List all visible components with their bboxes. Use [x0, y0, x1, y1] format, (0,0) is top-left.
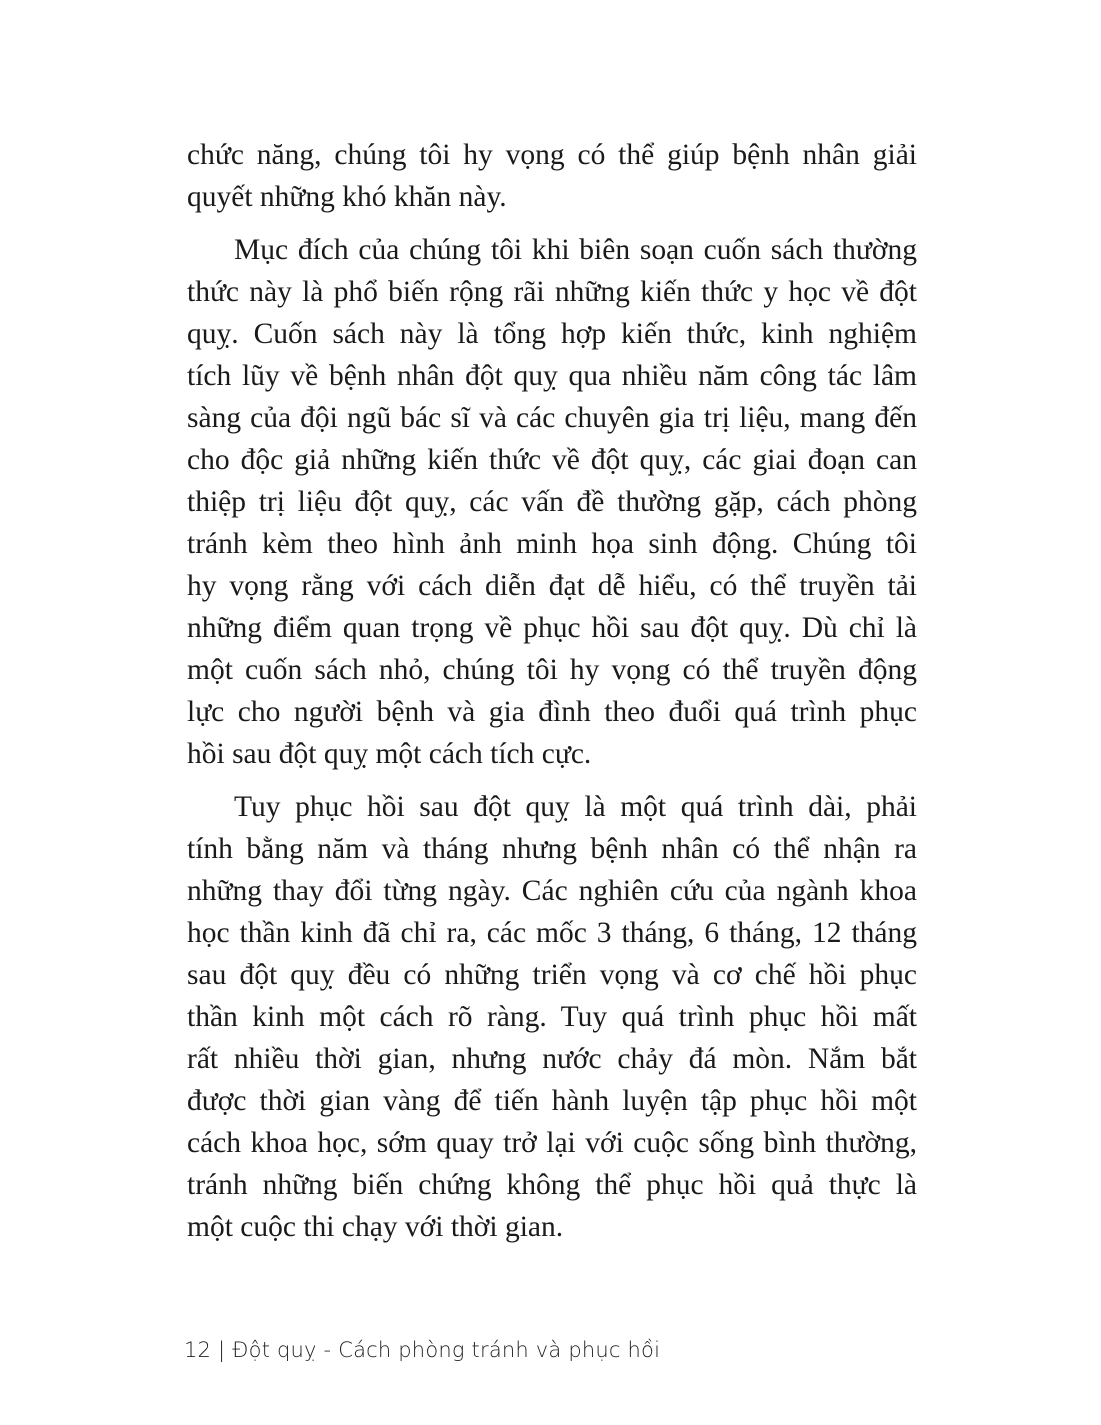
paragraph [187, 134, 917, 218]
text-line: tích lũy về bệnh nhân đột quỵ qua nhiều năm công tác lâm [187, 360, 917, 392]
text-line: những điểm quan trọng về phục hồi sau đột quỵ. Dù chỉ là [187, 612, 917, 644]
text-line: thức này là phổ biến rộng rãi những kiến thức y học về đột [187, 276, 917, 308]
book-title: Đột quỵ - Cách phòng tránh và phục hồi [232, 1338, 661, 1362]
text-line: những thay đổi từng ngày. Các nghiên cứu của ngành khoa [187, 875, 917, 907]
page-number: 12 [184, 1338, 212, 1362]
text-line: Tuy phục hồi sau đột quỵ là một quá trình dài, phải [234, 791, 917, 823]
text-line: lực cho người bệnh và gia đình theo đuổi quá trình phục [187, 696, 917, 728]
text-line: một cuộc thi chạy với thời gian. [187, 1211, 564, 1243]
text-line: tránh những biến chứng không thể phục hồi quả thực là [187, 1169, 917, 1201]
text-line: rất nhiều thời gian, nhưng nước chảy đá mòn. Nắm bắt [187, 1043, 917, 1075]
text-line: thiệp trị liệu đột quỵ, các vấn đề thường gặp, cách phòng [187, 486, 917, 518]
text-line: được thời gian vàng để tiến hành luyện tập phục hồi một [187, 1085, 917, 1117]
text-line: hy vọng rằng với cách diễn đạt dễ hiểu, có thể truyền tải [187, 570, 917, 602]
text-line: hồi sau đột quỵ một cách tích cực. [187, 738, 592, 770]
text-line: sau đột quỵ đều có những triển vọng và cơ chế hồi phục [187, 959, 917, 991]
paragraph [187, 229, 917, 775]
paragraph [187, 786, 917, 1248]
text-line: tránh kèm theo hình ảnh minh họa sinh động. Chúng tôi [187, 528, 917, 560]
text-line: quỵ. Cuốn sách này là tổng hợp kiến thức, kinh nghiệm [187, 318, 917, 350]
page-footer [184, 1338, 660, 1362]
text-line: sàng của đội ngũ bác sĩ và các chuyên gia trị liệu, mang đến [187, 402, 917, 434]
text-line: thần kinh một cách rõ ràng. Tuy quá trình phục hồi mất [187, 1001, 917, 1033]
text-line: quyết những khó khăn này. [187, 181, 507, 213]
text-line: Mục đích của chúng tôi khi biên soạn cuốn sách thường [234, 234, 917, 266]
text-line: cho độc giả những kiến thức về đột quỵ, các giai đoạn can [187, 444, 917, 476]
text-line: tính bằng năm và tháng nhưng bệnh nhân có thể nhận ra [187, 833, 917, 865]
text-line: chức năng, chúng tôi hy vọng có thể giúp bệnh nhân giải [187, 139, 917, 171]
body-text [187, 134, 917, 1259]
text-line: cách khoa học, sớm quay trở lại với cuộc sống bình thường, [187, 1127, 917, 1159]
text-line: học thần kinh đã chỉ ra, các mốc 3 tháng, 6 tháng, 12 tháng [187, 917, 917, 949]
text-line: một cuốn sách nhỏ, chúng tôi hy vọng có thể truyền động [187, 654, 917, 686]
footer-separator: | [218, 1338, 226, 1362]
